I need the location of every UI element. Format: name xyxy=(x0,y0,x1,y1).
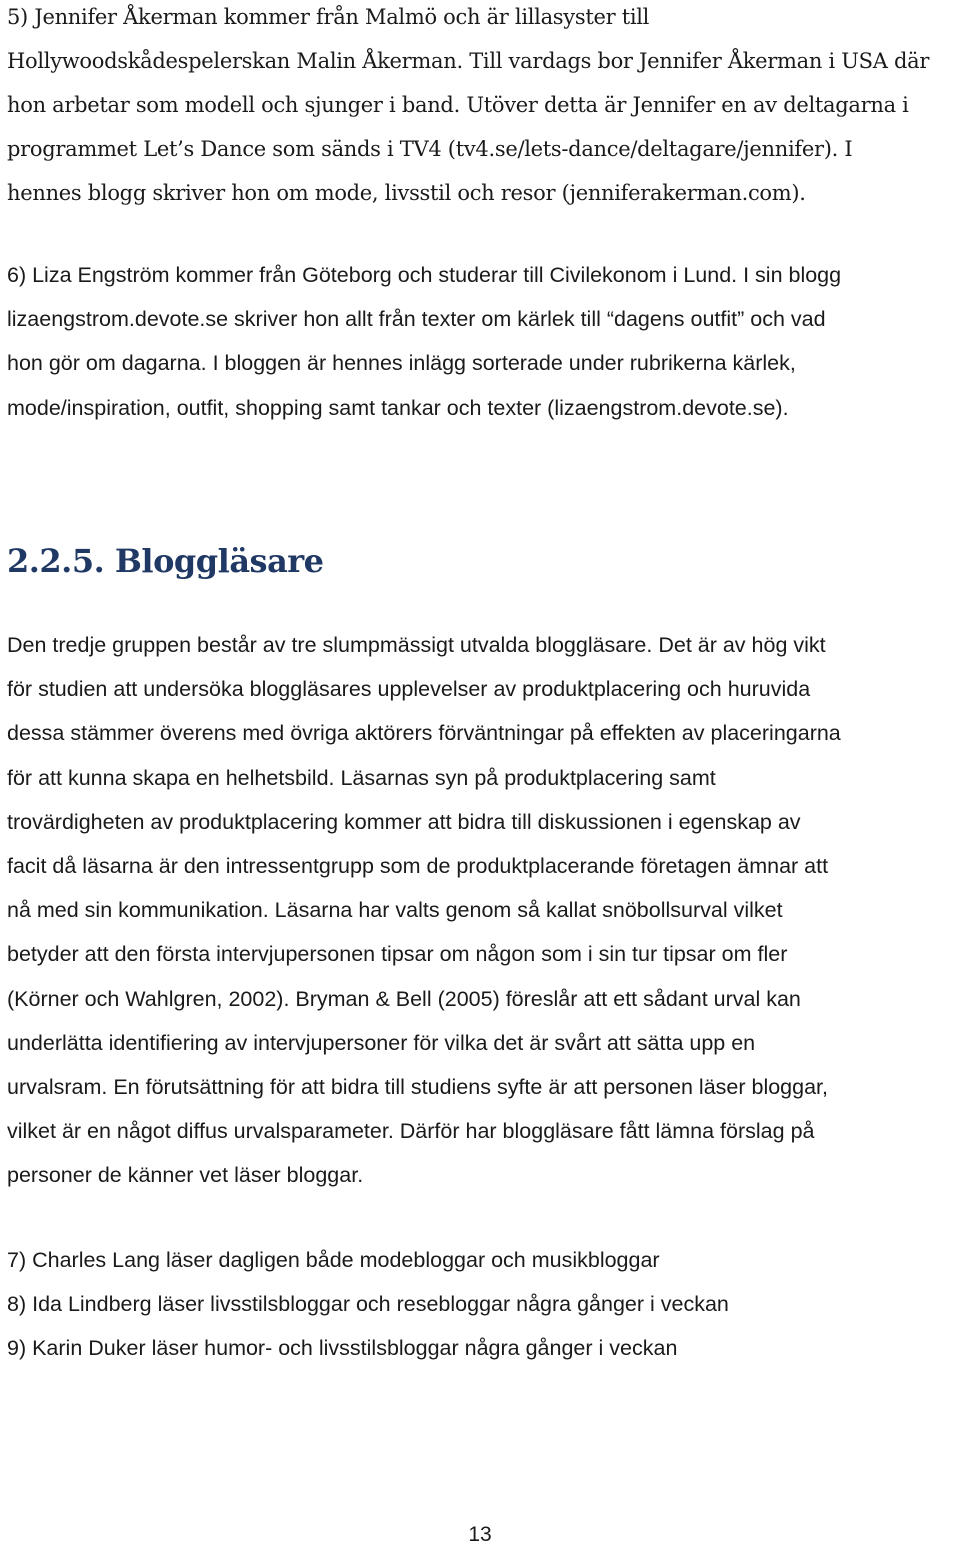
text-line: 6) Liza Engström kommer från Göteborg och studerar till Civilekonom i Lund. I sin blogg xyxy=(7,263,842,287)
text-line: programmet Let’s Dance som sänds i TV4 (tv4.se/lets-dance/deltagare/jennifer). I xyxy=(7,137,853,161)
text-line: personer de känner vet läser bloggar. xyxy=(7,1163,364,1188)
text-line: Hollywoodskådespelerskan Malin Åkerman. Till vardags bor Jennifer Åkerman i USA där xyxy=(7,49,930,73)
text-line: underlätta identifiering av intervjupersoner för vilka det är svårt att sätta upp en xyxy=(7,1030,756,1055)
paragraph-liza-engstrom xyxy=(7,253,955,430)
list-item: 8) Ida Lindberg läser livsstilsbloggar och resebloggar några gånger i veckan xyxy=(7,1292,729,1317)
document-page xyxy=(7,0,955,1547)
reader-list xyxy=(7,1238,729,1371)
text-line: 5) Jennifer Åkerman kommer från Malmö och är lillasyster till xyxy=(7,5,650,29)
list-item: 9) Karin Duker läser humor- och livsstilsbloggar några gånger i veckan xyxy=(7,1336,678,1361)
text-line: för studien att undersöka bloggläsares upplevelser av produktplacering och huruvida xyxy=(7,677,811,702)
text-line: nå med sin kommunikation. Läsarna har valts genom så kallat snöbollsurval vilket xyxy=(7,898,783,923)
text-line: vilket är en något diffus urvalsparameter. Därför har bloggläsare fått lämna förslag på xyxy=(7,1119,815,1144)
paragraph-jennifer-akerman xyxy=(7,0,955,215)
text-line: facit då läsarna är den intressentgrupp som de produktplacerande företagen ämnar att xyxy=(7,854,829,879)
text-line: trovärdigheten av produktplacering kommer att bidra till diskussionen i egenskap av xyxy=(7,809,801,834)
text-line: dessa stämmer överens med övriga aktörers förväntningar på effekten av placeringarna xyxy=(7,721,841,746)
text-line: urvalsram. En förutsättning för att bidra till studiens syfte är att personen läser bloggar, xyxy=(7,1075,828,1100)
text-line: betyder att den första intervjupersonen tipsar om någon som i sin tur tipsar om fler xyxy=(7,942,788,967)
paragraph-bloggreaders xyxy=(7,623,955,1198)
text-line: Den tredje gruppen består av tre slumpmässigt utvalda bloggläsare. Det är av hög vikt xyxy=(7,633,826,657)
section-heading: 2.2.5. Bloggläsare xyxy=(7,542,324,580)
text-line: för att kunna skapa en helhetsbild. Läsarnas syn på produktplacering samt xyxy=(7,765,716,790)
text-line: hon gör om dagarna. I bloggen är hennes inlägg sorterade under rubrikerna kärlek, xyxy=(7,351,796,376)
page-number: 13 xyxy=(468,1523,492,1546)
list-item: 7) Charles Lang läser dagligen både modebloggar och musikbloggar xyxy=(7,1248,660,1272)
text-line: hon arbetar som modell och sjunger i band. Utöver detta är Jennifer en av deltagarna i xyxy=(7,93,909,117)
text-line: hennes blogg skriver hon om mode, livsstil och resor (jenniferakerman.com). xyxy=(7,181,806,205)
text-line: lizaengstrom.devote.se skriver hon allt från texter om kärlek till “dagens outfit” och vad xyxy=(7,307,826,332)
text-line: (Körner och Wahlgren, 2002). Bryman & Bell (2005) föreslår att ett sådant urval kan xyxy=(7,986,801,1011)
text-line: mode/inspiration, outfit, shopping samt tankar och texter (lizaengstrom.devote.se). xyxy=(7,395,789,420)
